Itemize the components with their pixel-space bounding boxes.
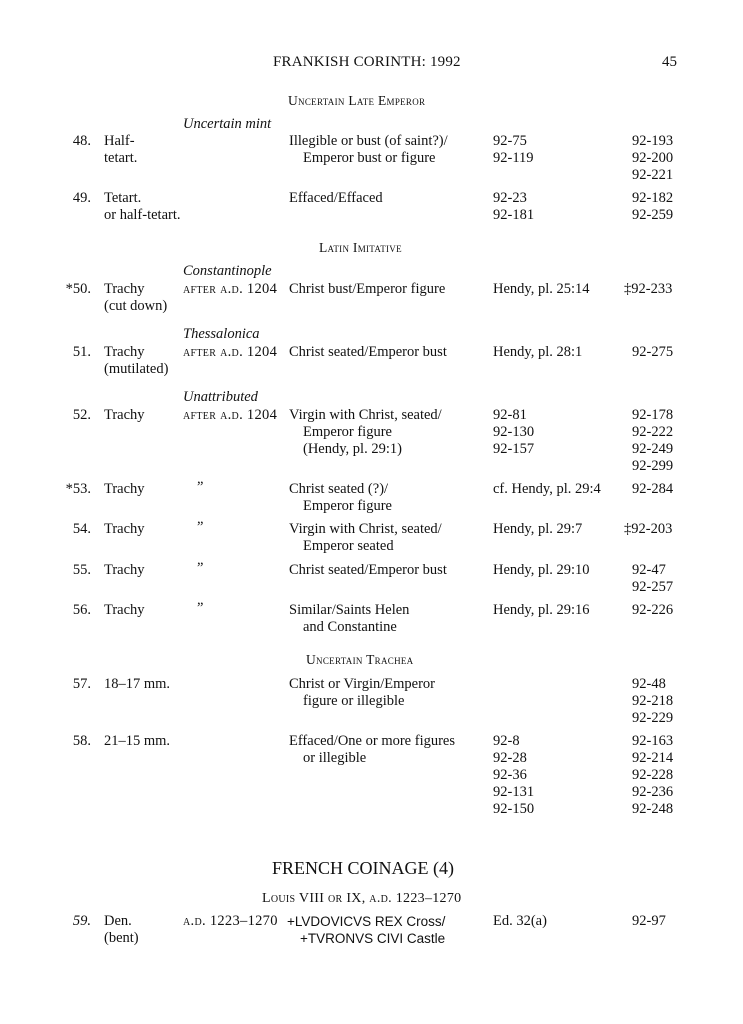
inventory-numbers: 92-178 92-222 92-249 92-299	[632, 407, 674, 474]
page-number: 45	[662, 54, 677, 70]
denomination: Trachy (cut down)	[104, 281, 168, 314]
mint-label: Uncertain mint	[183, 116, 272, 132]
reference: 92-23 92-181	[493, 190, 535, 223]
denomination: Trachy	[104, 407, 145, 423]
denomination: Den. (bent)	[104, 913, 139, 946]
section-heading: Louis VIII or IX, a.d. 1223–1270	[262, 891, 462, 906]
type-description: Christ or Virgin/Emperor figure or illegible	[289, 676, 435, 709]
reference: 92-8 92-28 92-36 92-131 92-150	[493, 733, 535, 817]
ditto-mark: ”	[197, 479, 204, 495]
reference: cf. Hendy, pl. 29:4	[493, 481, 601, 497]
denomination: Half- tetart.	[104, 133, 138, 166]
legend-inscription: +LVDOVICVS REX Cross/ +TVRONVS CIVI Castle	[287, 914, 446, 946]
reference: 92-75 92-119	[493, 133, 534, 166]
entry-number: 59.	[72, 913, 91, 929]
denomination: Trachy	[104, 481, 145, 497]
chapter-heading: FRENCH COINAGE (4)	[272, 858, 454, 878]
date: after a.d. 1204	[183, 344, 278, 360]
entry-number: 48.	[72, 133, 91, 149]
entry-number: *50.	[65, 281, 91, 297]
section-heading: Latin Imitative	[319, 240, 402, 255]
inventory-numbers: 92-284	[632, 481, 674, 497]
denomination: Trachy	[104, 521, 145, 537]
inventory-numbers: 92-48 92-218 92-229	[632, 676, 674, 726]
denomination: 21–15 mm.	[104, 733, 171, 749]
denomination: 18–17 mm.	[104, 676, 171, 692]
ditto-mark: ”	[197, 519, 204, 535]
date: after a.d. 1204	[183, 281, 278, 297]
reference: Hendy, pl. 25:14	[493, 281, 590, 297]
inventory-numbers: 92-182 92-259	[632, 190, 674, 223]
type-description: Christ bust/Emperor figure	[289, 281, 446, 297]
type-description: Christ seated/Emperor bust	[289, 562, 447, 578]
entry-number: 57.	[72, 676, 91, 692]
entry-number: 58.	[72, 733, 91, 749]
type-description: Effaced/One or more figures or illegible	[289, 733, 456, 766]
entry-number: 55.	[72, 562, 91, 578]
entry-number: 54.	[72, 521, 91, 537]
type-description: Virgin with Christ, seated/ Emperor figure (Hendy, pl. 29:1)	[289, 407, 442, 457]
running-title: FRANKISH CORINTH: 1992	[273, 54, 461, 70]
denomination: Tetart. or half-tetart.	[104, 190, 181, 223]
ditto-mark: ”	[197, 560, 204, 576]
type-description: Effaced/Effaced	[289, 190, 383, 206]
reference: Hendy, pl. 29:16	[493, 602, 590, 618]
inventory-numbers: 92-226	[632, 602, 674, 618]
reference: Hendy, pl. 28:1	[493, 344, 583, 360]
entry-number: 56.	[72, 602, 91, 618]
mint-label: Unattributed	[183, 389, 258, 405]
date: a.d. 1223–1270	[183, 913, 278, 929]
reference: Hendy, pl. 29:10	[493, 562, 590, 578]
inventory-numbers: 92-275	[632, 344, 674, 360]
inventory-numbers: ‡92-203	[624, 521, 673, 537]
mint-label: Thessalonica	[183, 326, 260, 342]
inventory-numbers: 92-47 92-257	[632, 562, 674, 595]
denomination: Trachy	[104, 562, 145, 578]
entry-number: 49.	[72, 190, 91, 206]
section-heading: Uncertain Late Emperor	[288, 93, 426, 108]
type-description: Similar/Saints Helen and Constantine	[289, 602, 410, 635]
reference: Ed. 32(a)	[493, 913, 547, 929]
entry-number: *53.	[65, 481, 91, 497]
reference: 92-81 92-130 92-157	[493, 407, 535, 457]
denomination: Trachy (mutilated)	[104, 344, 169, 377]
mint-label: Constantinople	[183, 263, 272, 279]
type-description: Christ seated/Emperor bust	[289, 344, 447, 360]
inventory-numbers: 92-193 92-200 92-221	[632, 133, 674, 183]
inventory-numbers: 92-97	[632, 913, 666, 929]
reference: Hendy, pl. 29:7	[493, 521, 583, 537]
entry-number: 52.	[72, 407, 91, 423]
type-description: Virgin with Christ, seated/ Emperor seated	[289, 521, 442, 554]
date: after a.d. 1204	[183, 407, 278, 423]
section-heading: Uncertain Trachea	[306, 652, 414, 667]
inventory-numbers: ‡92-233	[624, 281, 673, 297]
type-description: Illegible or bust (of saint?)/ Emperor bust or figure	[289, 133, 448, 166]
inventory-numbers: 92-163 92-214 92-228 92-236 92-248	[632, 733, 674, 817]
ditto-mark: ”	[197, 600, 204, 616]
type-description: Christ seated (?)/ Emperor figure	[289, 481, 392, 514]
entry-number: 51.	[72, 344, 91, 360]
denomination: Trachy	[104, 602, 145, 618]
